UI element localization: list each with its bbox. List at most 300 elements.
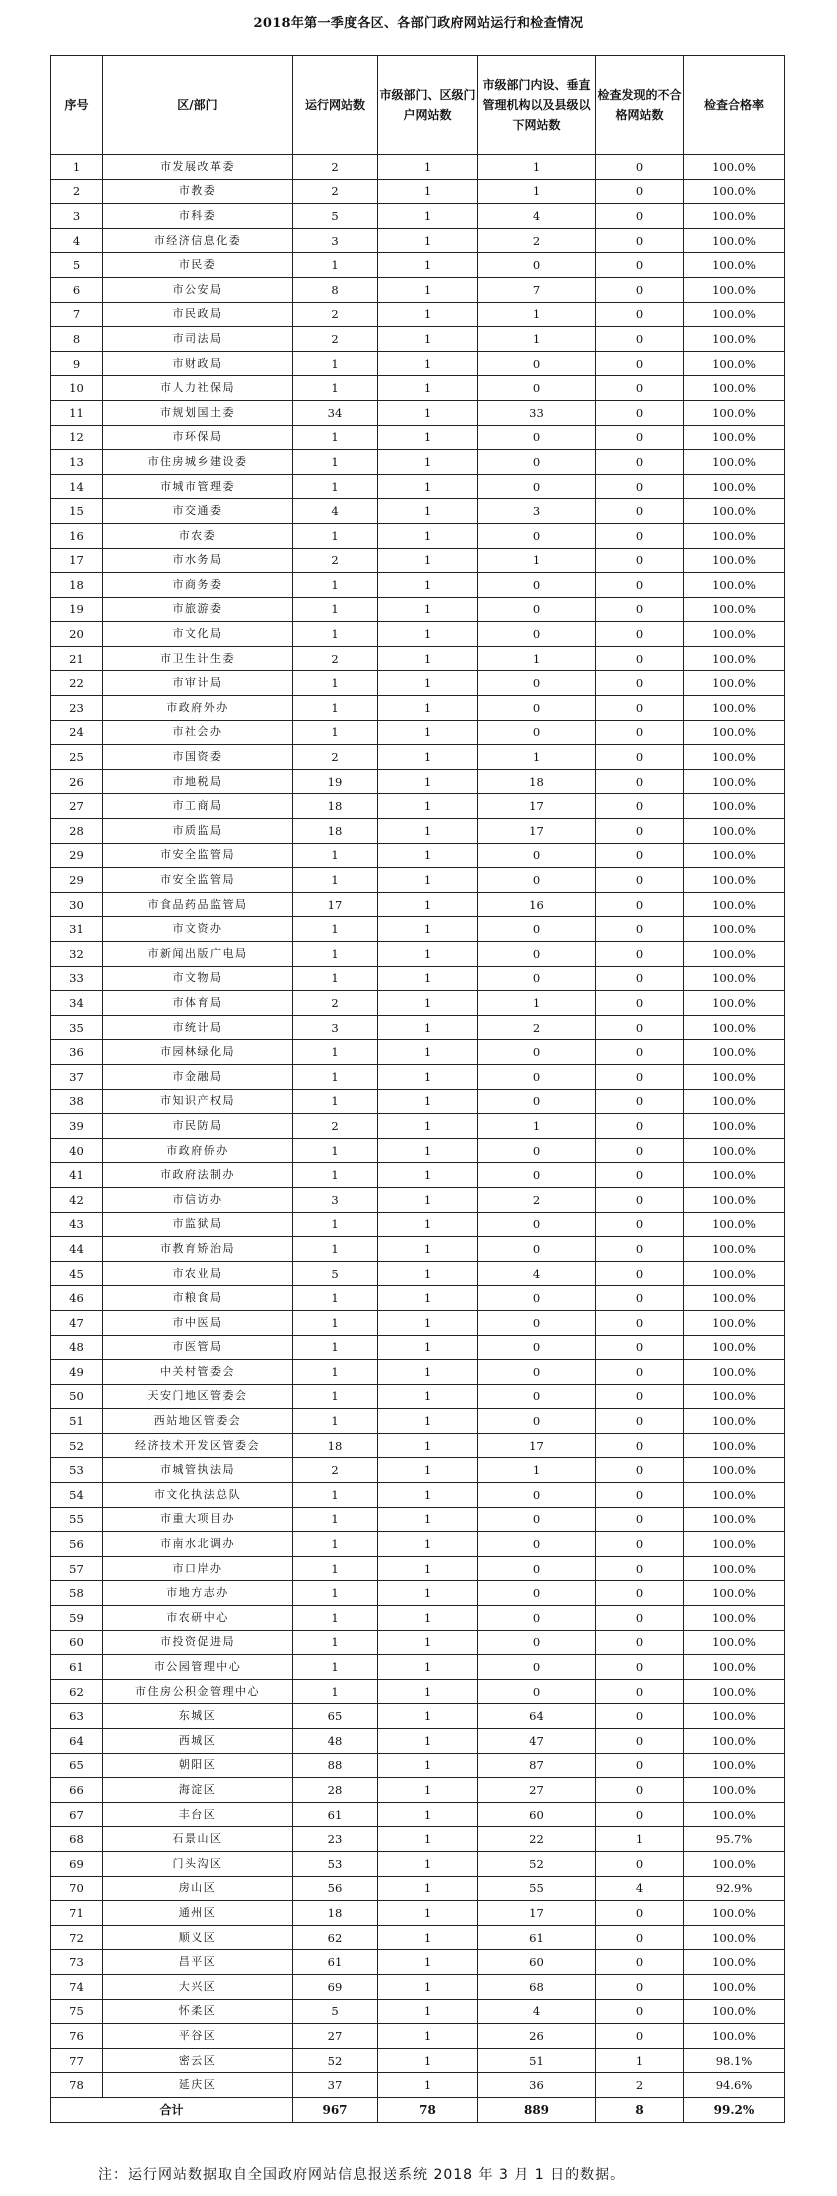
cell-failed: 0 <box>596 1114 684 1139</box>
table-row <box>51 1335 785 1360</box>
cell-failed: 0 <box>596 1212 684 1237</box>
cell-failed: 0 <box>596 819 684 844</box>
cell-portal: 1 <box>378 1360 478 1385</box>
cell-dept: 市人力社保局 <box>103 376 293 401</box>
cell-failed: 0 <box>596 548 684 573</box>
cell-dept: 市审计局 <box>103 671 293 696</box>
cell-failed: 0 <box>596 376 684 401</box>
cell-inner: 33 <box>478 400 596 425</box>
cell-rate: 92.9% <box>684 1876 785 1901</box>
cell-inner: 0 <box>478 720 596 745</box>
cell-dept: 怀柔区 <box>103 1999 293 2024</box>
cell-rate: 100.0% <box>684 991 785 1016</box>
cell-failed: 0 <box>596 179 684 204</box>
cell-failed: 0 <box>596 1384 684 1409</box>
cell-dept: 市民委 <box>103 253 293 278</box>
cell-rate: 100.0% <box>684 1286 785 1311</box>
cell-dept: 大兴区 <box>103 1974 293 1999</box>
cell-dept: 市地税局 <box>103 769 293 794</box>
cell-portal: 1 <box>378 868 478 893</box>
cell-rate: 100.0% <box>684 1507 785 1532</box>
table-row <box>51 1310 785 1335</box>
cell-no: 42 <box>51 1187 103 1212</box>
cell-rate: 100.0% <box>684 1630 785 1655</box>
cell-failed: 0 <box>596 1163 684 1188</box>
cell-running: 5 <box>293 1261 378 1286</box>
cell-failed: 0 <box>596 917 684 942</box>
cell-dept: 市农业局 <box>103 1261 293 1286</box>
cell-portal: 1 <box>378 1212 478 1237</box>
cell-no: 46 <box>51 1286 103 1311</box>
cell-running: 27 <box>293 2024 378 2049</box>
cell-rate: 100.0% <box>684 1335 785 1360</box>
cell-rate: 100.0% <box>684 942 785 967</box>
cell-dept: 西站地区管委会 <box>103 1409 293 1434</box>
table-row <box>51 1040 785 1065</box>
table-row <box>51 1089 785 1114</box>
cell-dept: 市住房公积金管理中心 <box>103 1679 293 1704</box>
cell-no: 48 <box>51 1335 103 1360</box>
cell-rate: 100.0% <box>684 1655 785 1680</box>
cell-dept: 市农研中心 <box>103 1606 293 1631</box>
cell-failed: 0 <box>596 204 684 229</box>
table-row <box>51 1138 785 1163</box>
table-row <box>51 1433 785 1458</box>
cell-rate: 100.0% <box>684 1458 785 1483</box>
cell-no: 23 <box>51 696 103 721</box>
header-dept: 区/部门 <box>103 56 293 155</box>
cell-rate: 100.0% <box>684 1851 785 1876</box>
cell-no: 73 <box>51 1950 103 1975</box>
cell-portal: 1 <box>378 2073 478 2098</box>
cell-failed: 0 <box>596 942 684 967</box>
cell-no: 45 <box>51 1261 103 1286</box>
cell-rate: 100.0% <box>684 597 785 622</box>
cell-portal: 1 <box>378 1950 478 1975</box>
cell-failed: 0 <box>596 1310 684 1335</box>
cell-failed: 0 <box>596 1335 684 1360</box>
table-row <box>51 1212 785 1237</box>
cell-running: 2 <box>293 548 378 573</box>
cell-no: 1 <box>51 155 103 180</box>
cell-failed: 0 <box>596 1925 684 1950</box>
cell-dept: 市经济信息化委 <box>103 228 293 253</box>
cell-no: 13 <box>51 450 103 475</box>
total-inner: 889 <box>478 2097 596 2122</box>
table-row <box>51 253 785 278</box>
cell-portal: 1 <box>378 991 478 1016</box>
cell-inner: 2 <box>478 1015 596 1040</box>
table-row <box>51 327 785 352</box>
cell-running: 1 <box>293 1384 378 1409</box>
table-row <box>51 2073 785 2098</box>
cell-inner: 0 <box>478 425 596 450</box>
table-row <box>51 769 785 794</box>
cell-rate: 100.0% <box>684 400 785 425</box>
cell-dept: 市统计局 <box>103 1015 293 1040</box>
cell-running: 1 <box>293 1286 378 1311</box>
cell-inner: 0 <box>478 622 596 647</box>
cell-no: 14 <box>51 474 103 499</box>
cell-running: 1 <box>293 474 378 499</box>
cell-rate: 100.0% <box>684 1163 785 1188</box>
cell-failed: 0 <box>596 253 684 278</box>
table-row <box>51 1458 785 1483</box>
cell-inner: 4 <box>478 1999 596 2024</box>
cell-dept: 市科委 <box>103 204 293 229</box>
cell-inner: 1 <box>478 327 596 352</box>
cell-inner: 1 <box>478 155 596 180</box>
cell-dept: 延庆区 <box>103 2073 293 2098</box>
cell-portal: 1 <box>378 474 478 499</box>
cell-running: 69 <box>293 1974 378 1999</box>
cell-rate: 100.0% <box>684 1483 785 1508</box>
cell-rate: 100.0% <box>684 1409 785 1434</box>
cell-dept: 市教委 <box>103 179 293 204</box>
table-row <box>51 1286 785 1311</box>
cell-portal: 1 <box>378 450 478 475</box>
cell-portal: 1 <box>378 745 478 770</box>
cell-rate: 100.0% <box>684 179 785 204</box>
cell-no: 25 <box>51 745 103 770</box>
cell-dept: 石景山区 <box>103 1827 293 1852</box>
cell-portal: 1 <box>378 917 478 942</box>
header-running: 运行网站数 <box>293 56 378 155</box>
cell-failed: 0 <box>596 1015 684 1040</box>
cell-dept: 市教育矫治局 <box>103 1237 293 1262</box>
cell-inner: 64 <box>478 1704 596 1729</box>
cell-failed: 0 <box>596 302 684 327</box>
cell-dept: 市体育局 <box>103 991 293 1016</box>
cell-failed: 0 <box>596 1360 684 1385</box>
cell-rate: 100.0% <box>684 1704 785 1729</box>
cell-running: 1 <box>293 868 378 893</box>
table-row <box>51 228 785 253</box>
cell-dept: 市政府外办 <box>103 696 293 721</box>
cell-failed: 2 <box>596 2073 684 2098</box>
cell-dept: 市医管局 <box>103 1335 293 1360</box>
cell-rate: 100.0% <box>684 794 785 819</box>
cell-failed: 0 <box>596 1704 684 1729</box>
cell-failed: 0 <box>596 1581 684 1606</box>
total-running: 967 <box>293 2097 378 2122</box>
table-body <box>51 155 785 2098</box>
cell-rate: 100.0% <box>684 204 785 229</box>
cell-running: 5 <box>293 1999 378 2024</box>
cell-running: 1 <box>293 1360 378 1385</box>
cell-dept: 市农委 <box>103 523 293 548</box>
cell-portal: 1 <box>378 499 478 524</box>
table-row <box>51 425 785 450</box>
cell-no: 27 <box>51 794 103 819</box>
cell-dept: 市地方志办 <box>103 1581 293 1606</box>
cell-inner: 0 <box>478 843 596 868</box>
cell-dept: 市水务局 <box>103 548 293 573</box>
cell-dept: 市金融局 <box>103 1064 293 1089</box>
cell-rate: 100.0% <box>684 671 785 696</box>
cell-inner: 87 <box>478 1753 596 1778</box>
cell-portal: 1 <box>378 1876 478 1901</box>
cell-running: 2 <box>293 302 378 327</box>
cell-rate: 100.0% <box>684 1999 785 2024</box>
cell-portal: 1 <box>378 204 478 229</box>
cell-rate: 100.0% <box>684 622 785 647</box>
cell-portal: 1 <box>378 1753 478 1778</box>
header-inner: 市级部门内设、垂直管理机构以及县级以下网站数 <box>478 56 596 155</box>
table-row <box>51 1114 785 1139</box>
cell-inner: 27 <box>478 1778 596 1803</box>
cell-inner: 51 <box>478 2048 596 2073</box>
cell-failed: 0 <box>596 228 684 253</box>
cell-no: 6 <box>51 277 103 302</box>
cell-running: 1 <box>293 1655 378 1680</box>
table-row <box>51 1778 785 1803</box>
cell-inner: 18 <box>478 769 596 794</box>
table-row <box>51 1974 785 1999</box>
cell-running: 2 <box>293 991 378 1016</box>
table-row <box>51 548 785 573</box>
cell-running: 2 <box>293 745 378 770</box>
cell-no: 64 <box>51 1729 103 1754</box>
cell-dept: 西城区 <box>103 1729 293 1754</box>
cell-rate: 100.0% <box>684 1310 785 1335</box>
cell-inner: 0 <box>478 671 596 696</box>
cell-inner: 0 <box>478 1360 596 1385</box>
cell-dept: 海淀区 <box>103 1778 293 1803</box>
cell-no: 74 <box>51 1974 103 1999</box>
cell-failed: 0 <box>596 843 684 868</box>
cell-dept: 市政府侨办 <box>103 1138 293 1163</box>
cell-rate: 100.0% <box>684 1729 785 1754</box>
cell-dept: 市文化执法总队 <box>103 1483 293 1508</box>
cell-running: 48 <box>293 1729 378 1754</box>
cell-inner: 0 <box>478 450 596 475</box>
cell-inner: 0 <box>478 1606 596 1631</box>
cell-inner: 17 <box>478 794 596 819</box>
total-label: 合计 <box>51 2097 293 2122</box>
cell-no: 65 <box>51 1753 103 1778</box>
cell-failed: 0 <box>596 2024 684 2049</box>
cell-inner: 4 <box>478 204 596 229</box>
cell-no: 66 <box>51 1778 103 1803</box>
cell-running: 18 <box>293 1901 378 1926</box>
cell-portal: 1 <box>378 720 478 745</box>
cell-inner: 2 <box>478 228 596 253</box>
cell-inner: 0 <box>478 1483 596 1508</box>
table-row <box>51 450 785 475</box>
cell-rate: 100.0% <box>684 1114 785 1139</box>
cell-no: 22 <box>51 671 103 696</box>
cell-portal: 1 <box>378 1286 478 1311</box>
cell-inner: 0 <box>478 696 596 721</box>
table-row <box>51 499 785 524</box>
cell-failed: 0 <box>596 277 684 302</box>
total-failed: 8 <box>596 2097 684 2122</box>
website-check-table <box>50 55 785 2123</box>
cell-no: 52 <box>51 1433 103 1458</box>
cell-portal: 1 <box>378 892 478 917</box>
cell-no: 15 <box>51 499 103 524</box>
cell-portal: 1 <box>378 179 478 204</box>
cell-portal: 1 <box>378 671 478 696</box>
cell-running: 37 <box>293 2073 378 2098</box>
cell-portal: 1 <box>378 966 478 991</box>
cell-portal: 1 <box>378 1901 478 1926</box>
cell-failed: 0 <box>596 1999 684 2024</box>
cell-inner: 61 <box>478 1925 596 1950</box>
cell-rate: 100.0% <box>684 1753 785 1778</box>
table-row <box>51 1507 785 1532</box>
cell-rate: 100.0% <box>684 819 785 844</box>
cell-rate: 100.0% <box>684 868 785 893</box>
table-row <box>51 794 785 819</box>
cell-inner: 60 <box>478 1950 596 1975</box>
cell-inner: 1 <box>478 1114 596 1139</box>
cell-rate: 100.0% <box>684 351 785 376</box>
cell-dept: 市园林绿化局 <box>103 1040 293 1065</box>
cell-running: 1 <box>293 1040 378 1065</box>
cell-inner: 17 <box>478 1433 596 1458</box>
table-row <box>51 1729 785 1754</box>
cell-portal: 1 <box>378 1138 478 1163</box>
cell-failed: 0 <box>596 523 684 548</box>
cell-failed: 0 <box>596 1089 684 1114</box>
cell-failed: 0 <box>596 622 684 647</box>
cell-no: 68 <box>51 1827 103 1852</box>
cell-dept: 市民政局 <box>103 302 293 327</box>
cell-running: 1 <box>293 1237 378 1262</box>
cell-failed: 0 <box>596 1138 684 1163</box>
table-row <box>51 1753 785 1778</box>
cell-dept: 市知识产权局 <box>103 1089 293 1114</box>
cell-rate: 100.0% <box>684 1089 785 1114</box>
cell-no: 17 <box>51 548 103 573</box>
cell-failed: 0 <box>596 1606 684 1631</box>
total-portal: 78 <box>378 2097 478 2122</box>
cell-running: 1 <box>293 1064 378 1089</box>
cell-running: 3 <box>293 1015 378 1040</box>
cell-running: 65 <box>293 1704 378 1729</box>
cell-no: 24 <box>51 720 103 745</box>
table-row <box>51 302 785 327</box>
cell-inner: 2 <box>478 1187 596 1212</box>
cell-running: 1 <box>293 1630 378 1655</box>
cell-failed: 0 <box>596 1753 684 1778</box>
cell-running: 18 <box>293 794 378 819</box>
cell-running: 61 <box>293 1950 378 1975</box>
cell-rate: 100.0% <box>684 1433 785 1458</box>
cell-no: 44 <box>51 1237 103 1262</box>
cell-inner: 0 <box>478 1040 596 1065</box>
table-row <box>51 1827 785 1852</box>
cell-dept: 朝阳区 <box>103 1753 293 1778</box>
cell-running: 1 <box>293 1212 378 1237</box>
table-row <box>51 1384 785 1409</box>
cell-dept: 市交通委 <box>103 499 293 524</box>
table-row <box>51 917 785 942</box>
cell-rate: 100.0% <box>684 1015 785 1040</box>
table-row <box>51 1802 785 1827</box>
cell-portal: 1 <box>378 1532 478 1557</box>
cell-failed: 0 <box>596 1458 684 1483</box>
cell-failed: 0 <box>596 573 684 598</box>
table-row <box>51 622 785 647</box>
cell-failed: 0 <box>596 966 684 991</box>
table-row <box>51 1606 785 1631</box>
cell-failed: 4 <box>596 1876 684 1901</box>
cell-no: 21 <box>51 646 103 671</box>
table-row <box>51 1261 785 1286</box>
cell-inner: 47 <box>478 1729 596 1754</box>
table-row <box>51 179 785 204</box>
table-row <box>51 204 785 229</box>
cell-dept: 市社会办 <box>103 720 293 745</box>
cell-rate: 100.0% <box>684 966 785 991</box>
cell-rate: 100.0% <box>684 745 785 770</box>
cell-running: 1 <box>293 1679 378 1704</box>
cell-failed: 0 <box>596 1237 684 1262</box>
cell-rate: 100.0% <box>684 843 785 868</box>
cell-no: 33 <box>51 966 103 991</box>
header-no: 序号 <box>51 56 103 155</box>
cell-failed: 0 <box>596 892 684 917</box>
cell-no: 29 <box>51 868 103 893</box>
cell-running: 1 <box>293 1089 378 1114</box>
cell-no: 63 <box>51 1704 103 1729</box>
cell-running: 1 <box>293 1532 378 1557</box>
cell-portal: 1 <box>378 646 478 671</box>
table-row <box>51 400 785 425</box>
cell-inner: 0 <box>478 1163 596 1188</box>
cell-failed: 1 <box>596 2048 684 2073</box>
cell-inner: 36 <box>478 2073 596 2098</box>
cell-portal: 1 <box>378 523 478 548</box>
cell-running: 1 <box>293 425 378 450</box>
cell-no: 75 <box>51 1999 103 2024</box>
cell-no: 41 <box>51 1163 103 1188</box>
cell-dept: 市司法局 <box>103 327 293 352</box>
cell-dept: 市国资委 <box>103 745 293 770</box>
table-row <box>51 819 785 844</box>
cell-portal: 1 <box>378 400 478 425</box>
cell-inner: 0 <box>478 474 596 499</box>
cell-dept: 市南水北调办 <box>103 1532 293 1557</box>
cell-failed: 0 <box>596 1974 684 1999</box>
cell-portal: 1 <box>378 548 478 573</box>
cell-no: 50 <box>51 1384 103 1409</box>
cell-failed: 0 <box>596 1950 684 1975</box>
cell-inner: 0 <box>478 1089 596 1114</box>
cell-running: 2 <box>293 1114 378 1139</box>
cell-running: 1 <box>293 1507 378 1532</box>
cell-rate: 100.0% <box>684 1778 785 1803</box>
table-row <box>51 696 785 721</box>
cell-failed: 0 <box>596 1556 684 1581</box>
cell-failed: 0 <box>596 1064 684 1089</box>
cell-dept: 市安全监管局 <box>103 843 293 868</box>
cell-rate: 100.0% <box>684 1556 785 1581</box>
cell-no: 35 <box>51 1015 103 1040</box>
table-row <box>51 474 785 499</box>
cell-inner: 0 <box>478 917 596 942</box>
header-failed: 检查发现的不合格网站数 <box>596 56 684 155</box>
cell-failed: 0 <box>596 696 684 721</box>
cell-no: 2 <box>51 179 103 204</box>
cell-dept: 市质监局 <box>103 819 293 844</box>
cell-failed: 0 <box>596 1507 684 1532</box>
cell-no: 28 <box>51 819 103 844</box>
table-row <box>51 1581 785 1606</box>
